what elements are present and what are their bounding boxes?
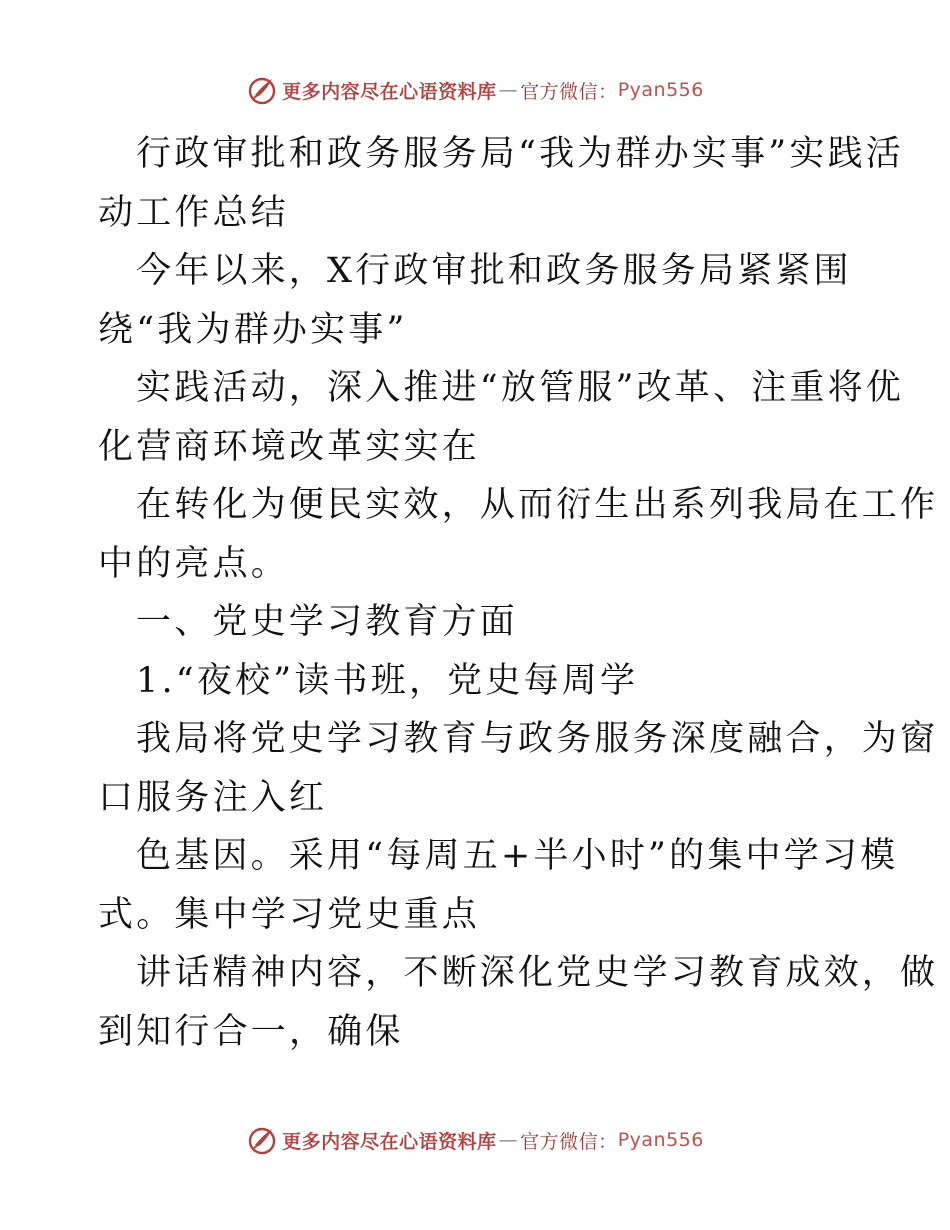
book-feather-icon xyxy=(246,1124,278,1156)
text-line: 一、党史学习教育方面 xyxy=(136,602,519,642)
text-line: 绕“我为群办实事” xyxy=(98,309,408,350)
text-line: 实践活动，深入推进“放管服”改革、注重将优 xyxy=(136,368,904,408)
watermark-wechat-id: Pyan556 xyxy=(617,1129,704,1151)
watermark-brand: 更多内容尽在心语资料库 xyxy=(282,1130,497,1153)
text-line: 动工作总结 xyxy=(98,192,290,233)
watermark-wechat-label: 官方微信： xyxy=(520,1130,618,1153)
text-line: 行政审批和政务服务局“我为群办实事”实践活 xyxy=(136,134,904,174)
text-line: 中的亮点。 xyxy=(98,543,290,584)
watermark-wechat-id: Pyan556 xyxy=(617,79,704,101)
text-line: 我局将党史学习教育与政务服务深度融合，为窗 xyxy=(136,719,939,759)
header-watermark-banner xyxy=(0,72,950,108)
text-line: 式。集中学习党史重点 xyxy=(98,894,481,935)
text-line: 在转化为便民实效，从而衍生出系列我局在工作 xyxy=(136,485,939,525)
text-line: 化营商环境改革实实在 xyxy=(98,426,481,467)
text-line: 讲话精神内容，不断深化党史学习教育成效，做 xyxy=(136,953,939,993)
watermark-wechat-label: 官方微信： xyxy=(520,80,618,103)
book-feather-icon xyxy=(246,74,278,106)
text-line: 到知行合一，确保 xyxy=(98,1011,404,1052)
watermark-brand: 更多内容尽在心语资料库 xyxy=(282,80,497,103)
document-body xyxy=(98,125,939,1061)
text-line: 色基因。采用“每周五+半小时”的集中学习模 xyxy=(136,836,899,876)
text-line: 1.“夜校”读书班，党史每周学 xyxy=(136,660,639,701)
text-line: 口服务注入红 xyxy=(98,777,328,818)
watermark-dash: — xyxy=(498,79,519,101)
watermark-dash: — xyxy=(498,1129,519,1151)
text-line: 今年以来，X行政审批和政务服务局紧紧围 xyxy=(136,251,852,291)
footer-watermark-banner xyxy=(0,1122,950,1158)
